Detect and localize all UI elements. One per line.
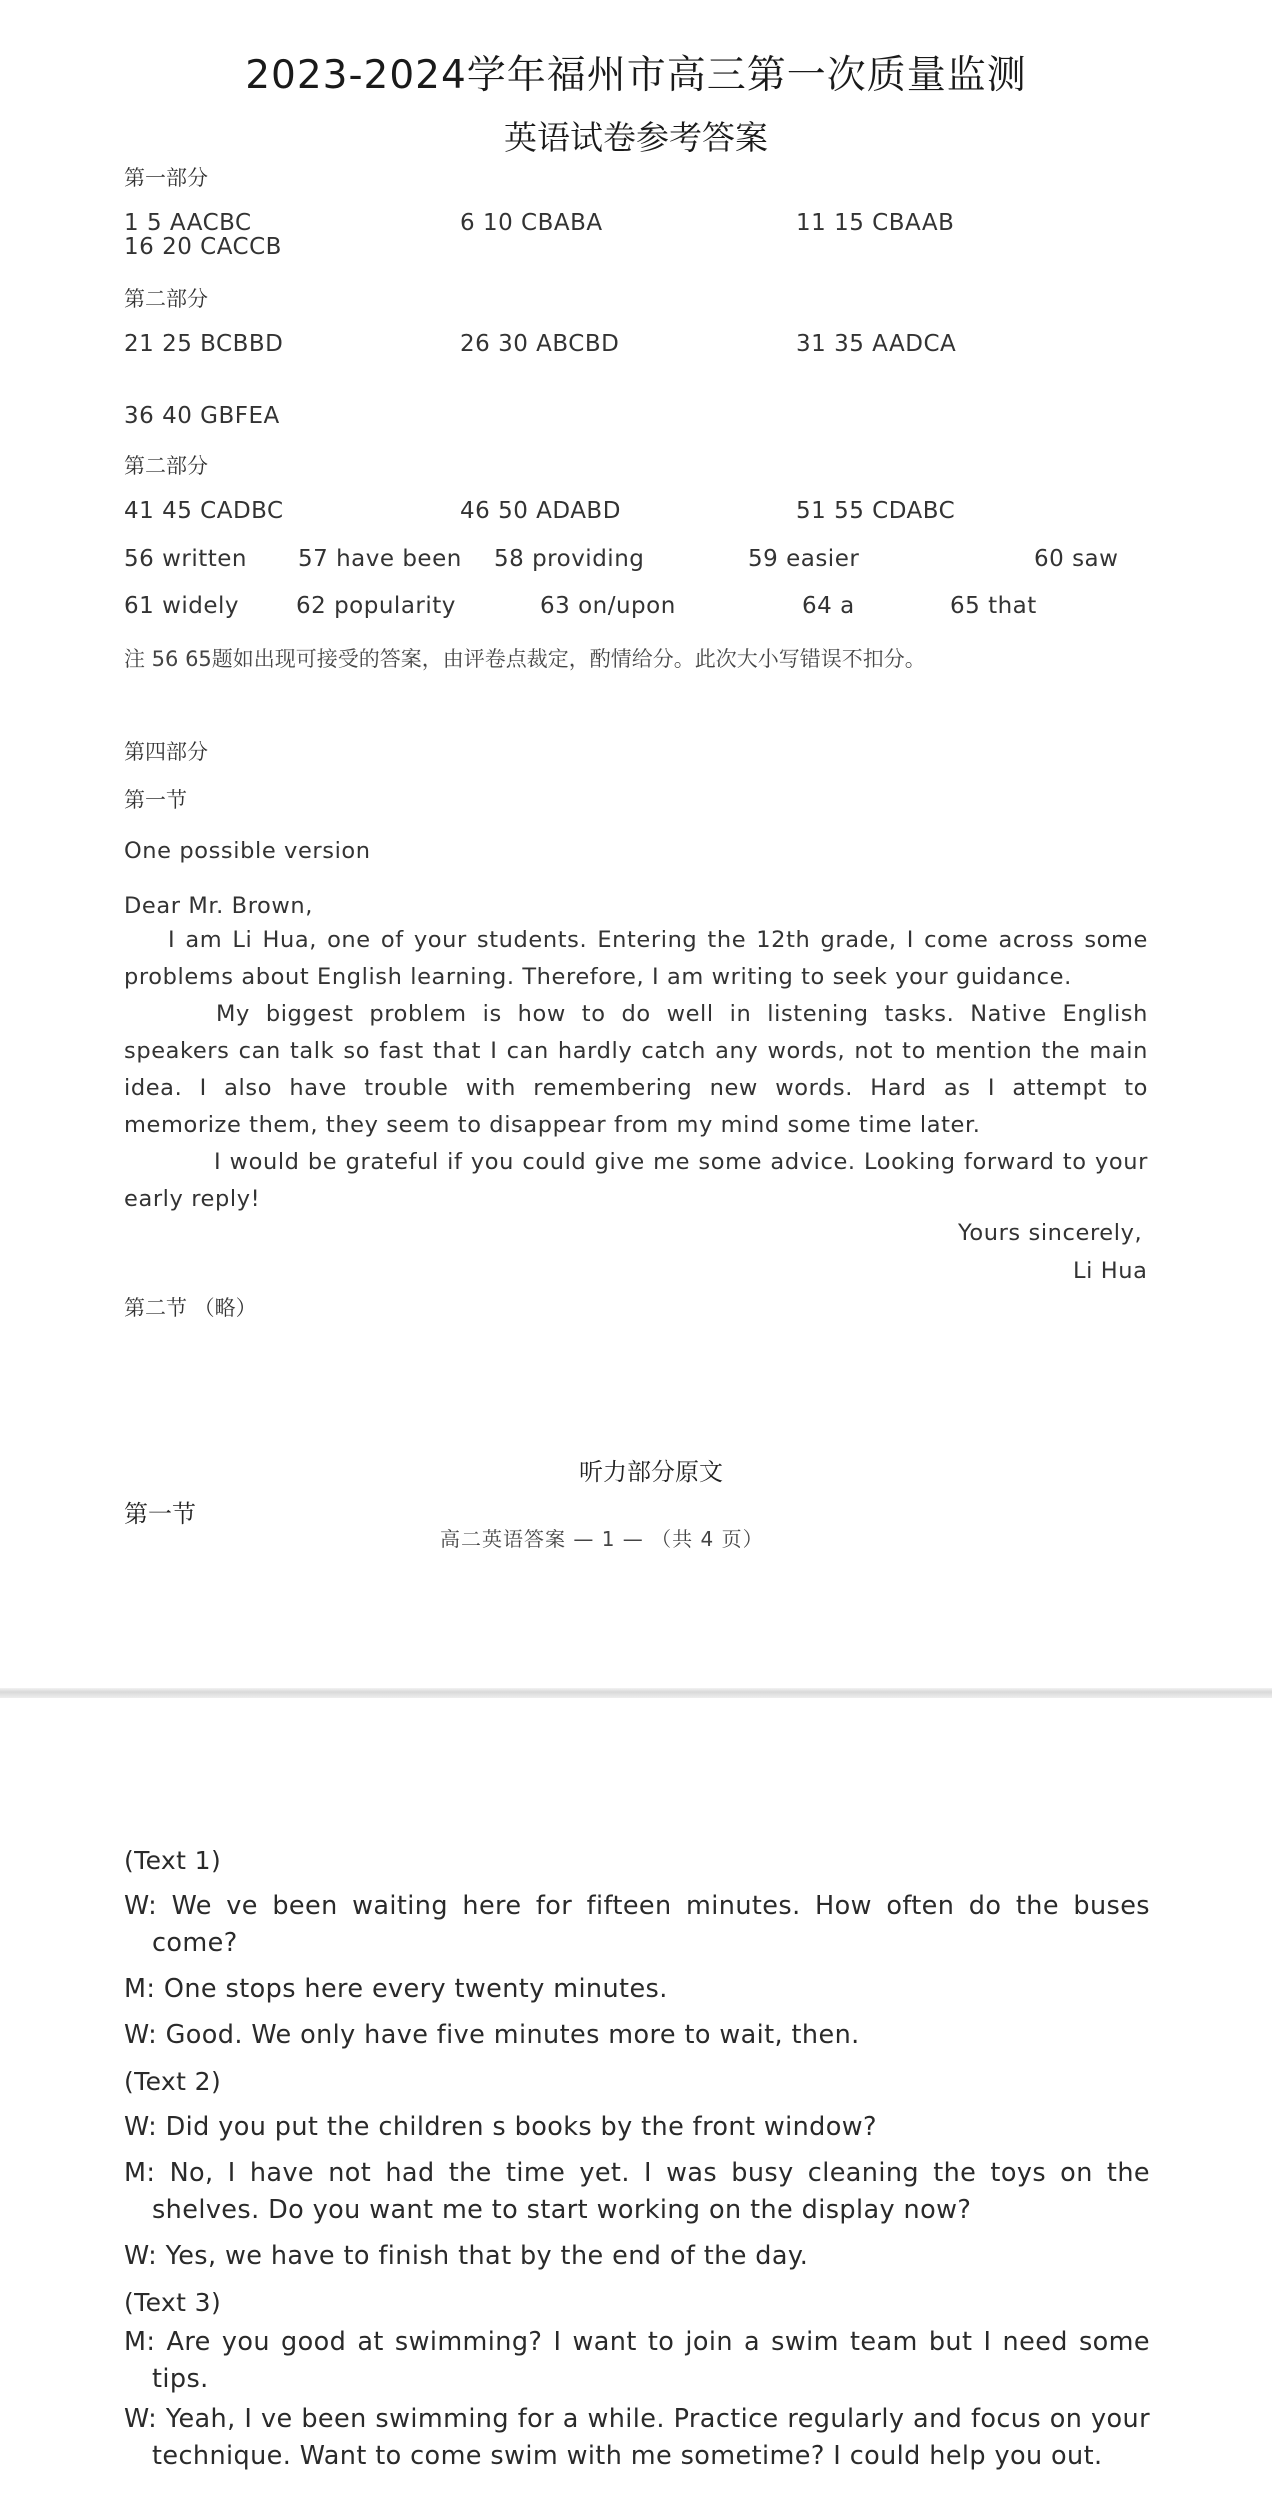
answer-group: 1 5 AACBC: [124, 210, 252, 236]
part3-label: 第二部分: [124, 454, 208, 478]
salutation: Dear Mr. Brown,: [124, 893, 314, 919]
dialogue-line: W: Yeah, I ve been swimming for a while. Practice regularly and focus on your technique. Want to come swim with me sometime? I could help you out.: [124, 2404, 1150, 2471]
transcript: [124, 1842, 1150, 2475]
answer-group: 51 55 CDABC: [796, 498, 956, 524]
text-label: (Text 2): [124, 2067, 222, 2096]
part2-label: 第二部分: [124, 287, 208, 311]
closing: Yours sincerely,: [958, 1220, 1143, 1246]
page-footer: 高二英语答案 — 1 — （共 4 页）: [440, 1527, 764, 1551]
part4-label: 第四部分: [124, 740, 208, 764]
dialogue-line: W: We ve been waiting here for fifteen minutes. How often do the buses come?: [124, 1891, 1150, 1958]
fill-answer: 57 have been: [298, 546, 462, 572]
dialogue-line: W: Yes, we have to finish that by the end of the day.: [124, 2241, 809, 2271]
fill-answer: 63 on/upon: [540, 593, 676, 619]
dialogue-line: M: One stops here every twenty minutes.: [124, 1974, 668, 2004]
answer-group: 16 20 CACCB: [124, 234, 282, 260]
dialogue-line: M: No, I have not had the time yet. I was busy cleaning the toys on the shelves. Do you want me to start working on the display now?: [124, 2158, 1150, 2225]
part1-label: 第一部分: [124, 166, 208, 190]
essay-paragraph: My biggest problem is how to do well in listening tasks. Native English speakers can talk so fast that I can hardly catch any words, not to mention the main idea. I also have trouble with remembering new words. Hard as I attempt to memorize them, they seem to disappear from my mind some time later.: [124, 1001, 1148, 1138]
fill-answer: 60 saw: [1034, 546, 1119, 572]
answer-group: 26 30 ABCBD: [460, 331, 620, 357]
fill-answer: 61 widely: [124, 593, 240, 619]
page-title: 2023-2024学年福州市高三第一次质量监测: [245, 53, 1027, 98]
answer-group: 46 50 ADABD: [460, 498, 621, 524]
answer-group: 11 15 CBAAB: [796, 210, 955, 236]
fill-answer: 62 popularity: [296, 593, 456, 619]
text-label: (Text 1): [124, 1846, 222, 1875]
essay-paragraph: I am Li Hua, one of your students. Entering the 12th grade, I come across some problems about English learning. Therefore, I am writing to seek your guidance.: [124, 927, 1148, 990]
text-label: (Text 3): [124, 2288, 222, 2317]
answer-group: 31 35 AADCA: [796, 331, 957, 357]
dialogue-line: W: Good. We only have five minutes more to wait, then.: [124, 2020, 860, 2050]
page-divider: [0, 1688, 1272, 1698]
fill-answer: 59 easier: [748, 546, 860, 572]
section2-label: 第二节 （略）: [124, 1296, 257, 1320]
listening-heading: 听力部分原文: [579, 1458, 723, 1486]
fill-answer: 65 that: [950, 593, 1037, 619]
essay-paragraph: I would be grateful if you could give me some advice. Looking forward to your early reply!: [124, 1149, 1148, 1212]
signature: Li Hua: [1073, 1258, 1148, 1284]
essay-body: [124, 922, 1148, 1218]
answer-group: 41 45 CADBC: [124, 498, 284, 524]
answer-group: 6 10 CBABA: [460, 210, 603, 236]
fill-answer: 58 providing: [494, 546, 645, 572]
answer-group: 36 40 GBFEA: [124, 403, 280, 429]
fill-answer: 64 a: [802, 593, 855, 619]
scoring-note: 注 56 65题如出现可接受的答案，由评卷点裁定，酌情给分。此次大小写错误不扣分。: [124, 647, 926, 671]
answer-group: 21 25 BCBBD: [124, 331, 284, 357]
page-subtitle: 英语试卷参考答案: [504, 118, 768, 157]
version-label: One possible version: [124, 838, 371, 864]
dialogue-line: M: Are you good at swimming? I want to join a swim team but I need some tips.: [124, 2327, 1150, 2394]
dialogue-line: W: Did you put the children s books by the front window?: [124, 2112, 877, 2142]
section1-label: 第一节: [124, 788, 187, 812]
listening-section1-label: 第一节: [124, 1500, 196, 1528]
fill-answer: 56 written: [124, 546, 247, 572]
